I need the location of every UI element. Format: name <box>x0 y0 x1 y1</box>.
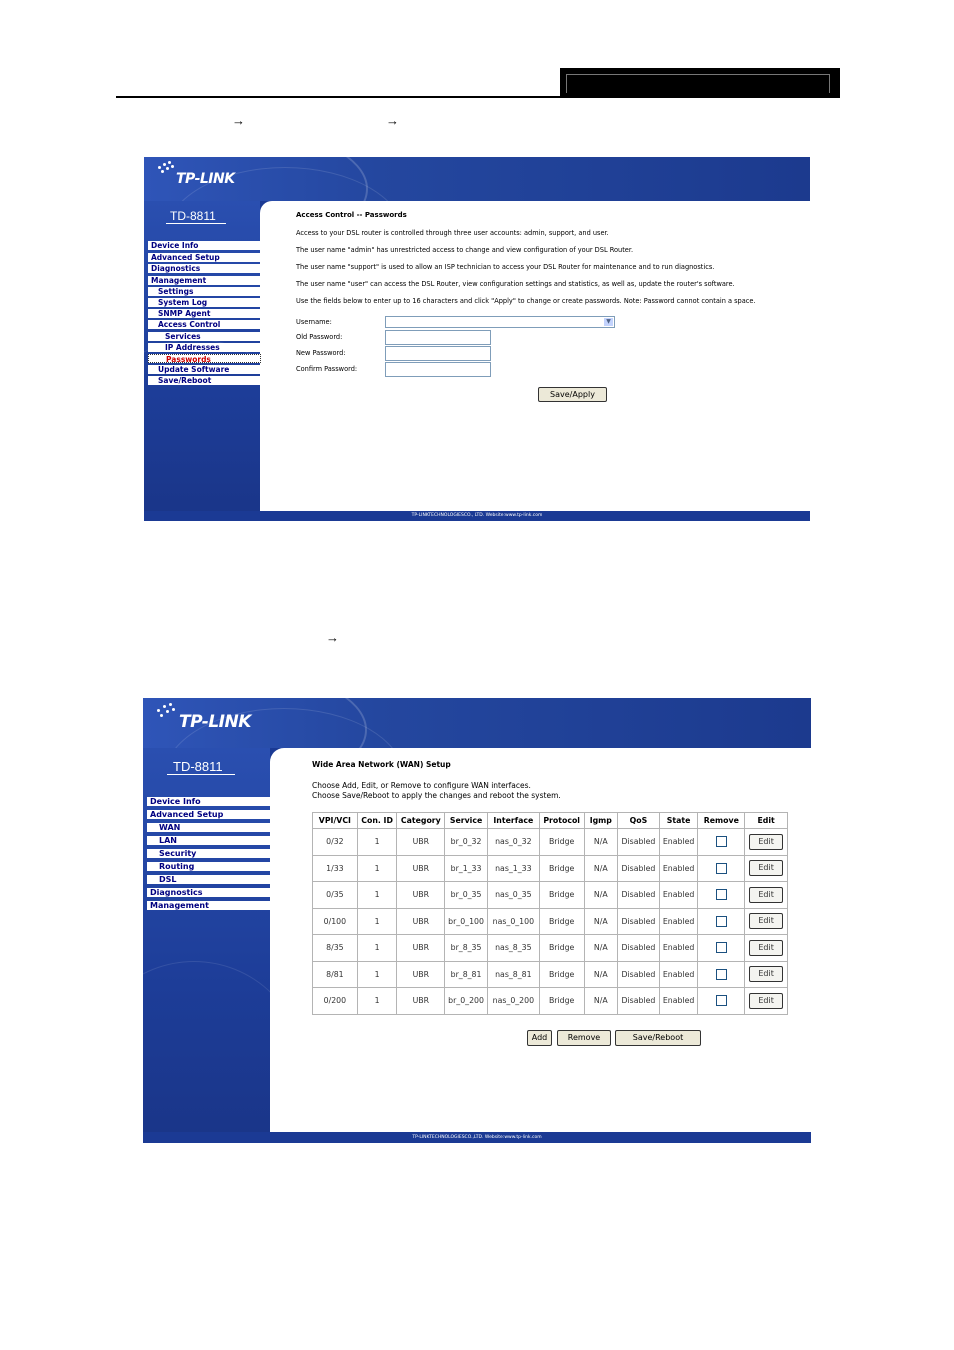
table-cell: br_0_32 <box>445 829 488 856</box>
edit-cell <box>745 908 788 935</box>
old-password-field[interactable] <box>385 330 491 345</box>
table-cell: 0/200 <box>313 988 358 1015</box>
table-cell: N/A <box>584 829 618 856</box>
model-underline <box>167 774 235 775</box>
username-label: Username: <box>296 318 332 326</box>
remove-cell <box>698 988 745 1015</box>
sidebar-item-device-info[interactable]: Device Info <box>148 241 261 250</box>
save-apply-button[interactable]: Save/Apply <box>538 387 607 402</box>
table-cell: Disabled <box>618 961 660 988</box>
table-cell: UBR <box>397 961 445 988</box>
table-cell: Disabled <box>618 882 660 909</box>
sidebar-item-diagnostics[interactable]: Diagnostics <box>147 888 272 897</box>
column-header: QoS <box>618 813 660 829</box>
paragraph: The user name "admin" has unrestricted access to change and view configuration of your DSL Router. <box>296 246 634 254</box>
new-password-label: New Password: <box>296 349 346 357</box>
model-name: TD-8811 <box>173 759 223 774</box>
sidebar-item-dsl[interactable]: DSL <box>147 875 281 884</box>
page-title: Wide Area Network (WAN) Setup <box>312 760 451 769</box>
edit-cell <box>745 855 788 882</box>
sidebar-item-advanced-setup[interactable]: Advanced Setup <box>148 253 261 262</box>
sidebar-item-device-info[interactable]: Device Info <box>147 797 272 806</box>
description: Choose Save/Reboot to apply the changes and reboot the system. <box>312 791 561 800</box>
table-row <box>313 829 788 856</box>
table-cell: Enabled <box>659 908 698 935</box>
sidebar-item-ip-addresses[interactable]: IP Addresses <box>148 343 275 352</box>
header-tab-block <box>560 68 840 97</box>
remove-cell <box>698 855 745 882</box>
main-content <box>270 748 811 1132</box>
table-cell: UBR <box>397 988 445 1015</box>
edit-cell <box>745 935 788 962</box>
column-header: Service <box>445 813 488 829</box>
sidebar-item-services[interactable]: Services <box>148 332 275 341</box>
paragraph: The user name "user" can access the DSL Router, view configuration settings and statistics, as well as, update the router's software. <box>296 280 735 288</box>
table-row <box>313 908 788 935</box>
sidebar-item-routing[interactable]: Routing <box>147 862 281 871</box>
table-header-row <box>313 813 788 829</box>
remove-cell <box>698 935 745 962</box>
table-cell: Disabled <box>618 829 660 856</box>
sidebar-item-system-log[interactable]: System Log <box>148 298 268 307</box>
username-select[interactable] <box>385 316 615 328</box>
sidebar-item-passwords[interactable]: Passwords <box>148 354 261 363</box>
table-cell: 1/33 <box>313 855 358 882</box>
edit-button[interactable]: Edit <box>749 913 783 929</box>
table-cell: 1 <box>357 935 397 962</box>
arrow-icon: → <box>232 113 245 128</box>
table-cell: br_8_35 <box>445 935 488 962</box>
wan-table <box>312 812 788 1015</box>
sidebar <box>143 748 270 1143</box>
sidebar-item-lan[interactable]: LAN <box>147 836 281 845</box>
table-cell: nas_8_81 <box>487 961 539 988</box>
table-row <box>313 855 788 882</box>
table-cell: Bridge <box>539 935 584 962</box>
remove-checkbox[interactable] <box>716 836 727 847</box>
table-cell: Bridge <box>539 961 584 988</box>
table-cell: N/A <box>584 961 618 988</box>
model-underline <box>166 223 226 224</box>
column-header: VPI/VCI <box>313 813 358 829</box>
sidebar-item-access-control[interactable]: Access Control <box>148 320 268 329</box>
table-cell: 8/35 <box>313 935 358 962</box>
table-cell: Bridge <box>539 829 584 856</box>
column-header: Edit <box>745 813 788 829</box>
column-header: Igmp <box>584 813 618 829</box>
table-cell: br_1_33 <box>445 855 488 882</box>
table-row <box>313 988 788 1015</box>
paragraph: Use the fields below to enter up to 16 characters and click "Apply" to change or create passwords. Note: Password cannot contain a space. <box>296 297 756 305</box>
table-cell: UBR <box>397 908 445 935</box>
edit-button[interactable]: Edit <box>749 860 783 876</box>
table-cell: N/A <box>584 988 618 1015</box>
column-header: State <box>659 813 698 829</box>
table-row <box>313 882 788 909</box>
table-cell: nas_0_200 <box>487 988 539 1015</box>
sidebar-item-settings[interactable]: Settings <box>148 287 268 296</box>
table-cell: Disabled <box>618 855 660 882</box>
table-cell: Disabled <box>618 988 660 1015</box>
table-cell: Enabled <box>659 935 698 962</box>
edit-button[interactable]: Edit <box>749 993 783 1009</box>
tp-link-logo: TP-LINK <box>179 712 251 732</box>
header-rule <box>116 96 840 98</box>
edit-button[interactable]: Edit <box>749 887 783 903</box>
table-cell: 1 <box>357 829 397 856</box>
add-button[interactable]: Add <box>527 1030 552 1046</box>
column-header: Remove <box>698 813 745 829</box>
confirm-password-label: Confirm Password: <box>296 365 358 373</box>
arrow-icon: → <box>326 630 339 645</box>
sidebar-item-security[interactable]: Security <box>147 849 281 858</box>
table-cell: N/A <box>584 935 618 962</box>
sidebar-item-diagnostics[interactable]: Diagnostics <box>148 264 261 273</box>
sidebar-item-snmp-agent[interactable]: SNMP Agent <box>148 309 268 318</box>
column-header: Category <box>397 813 445 829</box>
remove-checkbox[interactable] <box>716 916 727 927</box>
table-cell: nas_8_35 <box>487 935 539 962</box>
table-cell: Enabled <box>659 988 698 1015</box>
save-reboot-button[interactable]: Save/Reboot <box>615 1030 701 1046</box>
sidebar-item-save-reboot[interactable]: Save/Reboot <box>148 376 268 385</box>
table-cell: Bridge <box>539 988 584 1015</box>
remove-checkbox[interactable] <box>716 942 727 953</box>
table-cell: Enabled <box>659 961 698 988</box>
tp-link-logo: TP-LINK <box>176 171 235 187</box>
new-password-field[interactable] <box>385 346 491 361</box>
main-content <box>260 201 810 511</box>
remove-cell <box>698 908 745 935</box>
wan-setup-screenshot <box>143 698 811 1143</box>
remove-button[interactable]: Remove <box>557 1030 611 1046</box>
table-cell: UBR <box>397 935 445 962</box>
confirm-password-field[interactable] <box>385 362 491 377</box>
table-cell: N/A <box>584 855 618 882</box>
table-cell: br_0_100 <box>445 908 488 935</box>
remove-cell <box>698 882 745 909</box>
table-cell: UBR <box>397 855 445 882</box>
old-password-label: Old Password: <box>296 333 343 341</box>
table-cell: Enabled <box>659 829 698 856</box>
table-cell: Bridge <box>539 855 584 882</box>
table-cell: 1 <box>357 961 397 988</box>
remove-checkbox[interactable] <box>716 863 727 874</box>
table-cell: N/A <box>584 908 618 935</box>
table-cell: 1 <box>357 988 397 1015</box>
column-header: Interface <box>487 813 539 829</box>
footer: TP-LINKTECHNOLOGIESCO., LTD. Website:www.tp-link.com <box>144 511 810 521</box>
table-cell: Bridge <box>539 882 584 909</box>
sidebar-item-advanced-setup[interactable]: Advanced Setup <box>147 810 272 819</box>
table-cell: Disabled <box>618 908 660 935</box>
table-cell: 1 <box>357 908 397 935</box>
table-cell: Enabled <box>659 882 698 909</box>
remove-checkbox[interactable] <box>716 889 727 900</box>
column-header: Con. ID <box>357 813 397 829</box>
table-cell: br_0_200 <box>445 988 488 1015</box>
edit-cell <box>745 882 788 909</box>
paragraph: The user name "support" is used to allow an ISP technician to access your DSL Router for maintenance and to run diagnostics. <box>296 263 715 271</box>
table-row <box>313 935 788 962</box>
table-cell: N/A <box>584 882 618 909</box>
edit-cell <box>745 829 788 856</box>
table-cell: nas_1_33 <box>487 855 539 882</box>
table-cell: 1 <box>357 882 397 909</box>
remove-cell <box>698 829 745 856</box>
table-cell: 0/100 <box>313 908 358 935</box>
model-name: TD-8811 <box>170 209 216 223</box>
passwords-screenshot <box>144 157 810 521</box>
edit-button[interactable]: Edit <box>749 834 783 850</box>
table-cell: br_0_35 <box>445 882 488 909</box>
chevron-down-icon: ▼ <box>604 318 613 326</box>
table-cell: 8/81 <box>313 961 358 988</box>
banner <box>144 157 810 201</box>
wan-table-body <box>313 829 788 1015</box>
sidebar-item-update-software[interactable]: Update Software <box>148 365 268 374</box>
table-cell: UBR <box>397 882 445 909</box>
edit-button[interactable]: Edit <box>749 940 783 956</box>
remove-cell <box>698 961 745 988</box>
sidebar-item-wan[interactable]: WAN <box>147 823 281 832</box>
table-cell: nas_0_35 <box>487 882 539 909</box>
table-cell: nas_0_32 <box>487 829 539 856</box>
arrow-icon: → <box>386 113 399 128</box>
paragraph: Access to your DSL router is controlled through three user accounts: admin, support, and user. <box>296 229 609 237</box>
table-cell: Enabled <box>659 855 698 882</box>
table-cell: Disabled <box>618 935 660 962</box>
table-cell: 0/32 <box>313 829 358 856</box>
table-cell: br_8_81 <box>445 961 488 988</box>
column-header: Protocol <box>539 813 584 829</box>
remove-checkbox[interactable] <box>716 969 727 980</box>
sidebar-item-management[interactable]: Management <box>148 276 261 285</box>
table-cell: nas_0_100 <box>487 908 539 935</box>
remove-checkbox[interactable] <box>716 995 727 1006</box>
table-cell: UBR <box>397 829 445 856</box>
footer: TP-LINKTECHNOLOGIESCO.,LTD. Website:www.tp-link.com <box>143 1132 811 1143</box>
page-title: Access Control -- Passwords <box>296 211 407 219</box>
table-cell: Bridge <box>539 908 584 935</box>
table-cell: 1 <box>357 855 397 882</box>
table-cell: 0/35 <box>313 882 358 909</box>
table-row <box>313 961 788 988</box>
edit-cell <box>745 961 788 988</box>
edit-button[interactable]: Edit <box>749 966 783 982</box>
edit-cell <box>745 988 788 1015</box>
sidebar-item-management[interactable]: Management <box>147 901 272 910</box>
description: Choose Add, Edit, or Remove to configure WAN interfaces. <box>312 781 531 790</box>
